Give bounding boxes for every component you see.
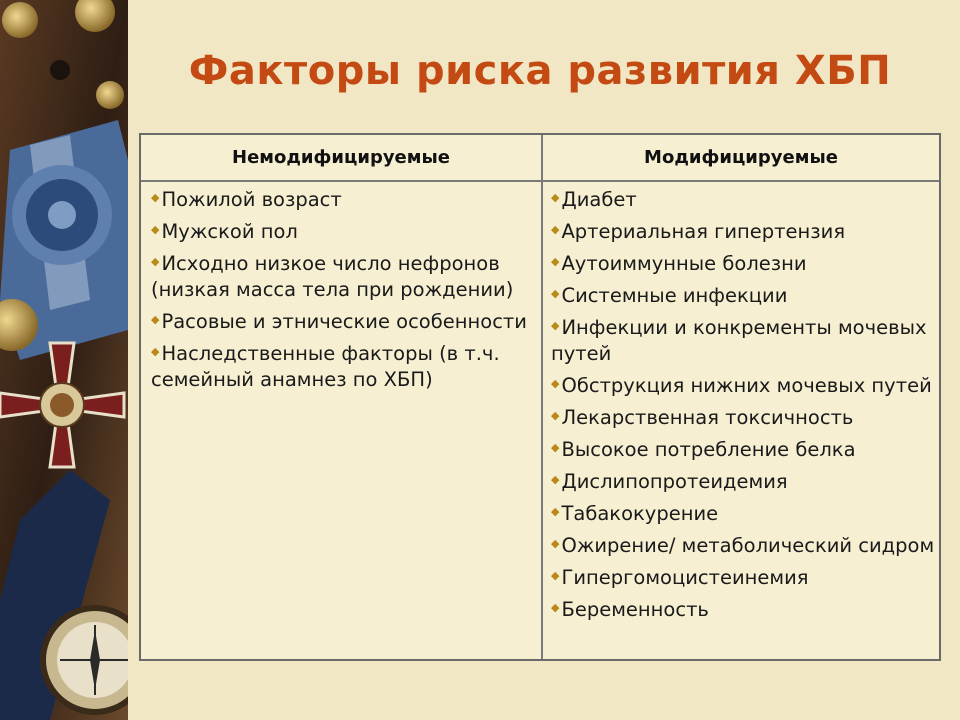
factor-text: Лекарственная токсичность xyxy=(561,406,854,429)
factor-text: Высокое потребление белка xyxy=(561,438,856,461)
list-item xyxy=(551,313,937,367)
factor-text: Мужской пол xyxy=(161,220,298,243)
factor-text: Системные инфекции xyxy=(561,284,788,307)
medal-collage-image xyxy=(0,0,128,720)
modifiable-factors-list xyxy=(551,185,937,627)
diamond-bullet-icon: ◆ xyxy=(551,537,560,550)
modifiable-header: Модифицируемые xyxy=(644,147,838,168)
factor-text: Аутоиммунные болезни xyxy=(561,252,807,275)
column-divider xyxy=(541,135,543,659)
list-item xyxy=(151,185,536,213)
diamond-bullet-icon: ◆ xyxy=(551,569,560,582)
list-item xyxy=(551,371,937,399)
diamond-bullet-icon: ◆ xyxy=(151,223,160,236)
factor-text: Гипергомоцистеинемия xyxy=(561,566,809,589)
factor-text: Дислипопротеидемия xyxy=(561,470,788,493)
list-item xyxy=(551,531,937,559)
diamond-bullet-icon: ◆ xyxy=(151,345,160,358)
factor-text: Исходно низкое число нефронов (низкая масса тела при рождении) xyxy=(151,252,514,301)
factor-text: Диабет xyxy=(561,188,637,211)
factor-text: Обструкция нижних мочевых путей xyxy=(561,374,932,397)
diamond-bullet-icon: ◆ xyxy=(551,601,560,614)
diamond-bullet-icon: ◆ xyxy=(551,255,560,268)
diamond-bullet-icon: ◆ xyxy=(551,505,560,518)
list-item xyxy=(551,499,937,527)
diamond-bullet-icon: ◆ xyxy=(551,319,560,332)
factor-text: Артериальная гипертензия xyxy=(561,220,846,243)
header-divider xyxy=(141,180,939,182)
diamond-bullet-icon: ◆ xyxy=(551,191,560,204)
factor-text: Пожилой возраст xyxy=(161,188,342,211)
diamond-bullet-icon: ◆ xyxy=(151,191,160,204)
list-item xyxy=(551,435,937,463)
diamond-bullet-icon: ◆ xyxy=(551,223,560,236)
diamond-bullet-icon: ◆ xyxy=(551,377,560,390)
list-item xyxy=(151,249,536,303)
page-title: Факторы риска развития ХБП xyxy=(188,48,892,94)
list-item xyxy=(151,307,536,335)
list-item xyxy=(551,217,937,245)
diamond-bullet-icon: ◆ xyxy=(551,409,560,422)
diamond-bullet-icon: ◆ xyxy=(551,441,560,454)
factor-text: Табакокурение xyxy=(561,502,719,525)
factor-text: Наследственные факторы (в т.ч. семейный анамнез по ХБП) xyxy=(151,342,500,391)
list-item xyxy=(551,403,937,431)
list-item xyxy=(551,281,937,309)
diamond-bullet-icon: ◆ xyxy=(151,255,160,268)
list-item xyxy=(551,249,937,277)
non-modifiable-header: Немодифицируемые xyxy=(232,147,450,168)
list-item xyxy=(151,339,536,393)
factor-text: Инфекции и конкременты мочевых путей xyxy=(551,316,927,365)
diamond-bullet-icon: ◆ xyxy=(551,287,560,300)
risk-factors-table xyxy=(139,133,941,661)
decorative-medal-strip xyxy=(0,0,128,720)
factor-text: Беременность xyxy=(561,598,709,621)
list-item xyxy=(551,467,937,495)
factor-text: Расовые и этнические особенности xyxy=(161,310,527,333)
list-item xyxy=(551,595,937,623)
diamond-bullet-icon: ◆ xyxy=(151,313,160,326)
factor-text: Ожирение/ метаболический сидром xyxy=(561,534,935,557)
list-item xyxy=(151,217,536,245)
list-item xyxy=(551,185,937,213)
non-modifiable-factors-list xyxy=(151,185,536,397)
list-item xyxy=(551,563,937,591)
diamond-bullet-icon: ◆ xyxy=(551,473,560,486)
